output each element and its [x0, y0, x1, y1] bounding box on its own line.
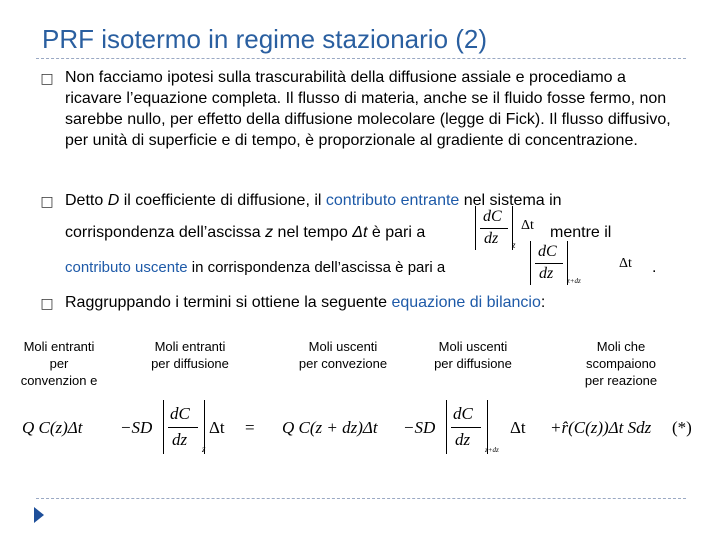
label-out-convection: Moli uscenti per convezione — [298, 339, 388, 371]
label-reaction: Moli che scompaiono per reazione — [584, 339, 658, 388]
paragraph-diffusion-line2: corrispondenza dell’ascissa z nel tempo Δt è pari a — [65, 224, 426, 241]
highlight-contributo-uscente: contributo uscente — [65, 259, 188, 276]
inline-formula-inflow: dC dz z Δt — [475, 206, 545, 252]
term-in-diffusion-prefix: −SD — [120, 418, 153, 437]
label-in-diffusion: Moli entranti per diffusione — [151, 339, 229, 371]
highlight-equazione-bilancio: equazione di bilancio — [391, 294, 541, 311]
inline-formula-outflow: dC dz z+dz Δt — [530, 241, 670, 287]
label-out-diffusion: Moli uscenti per diffusione — [434, 339, 512, 371]
paragraph-balance: Raggruppando i termini si ottiene la seguente equazione di bilancio: — [65, 294, 546, 311]
term-out-diffusion-prefix: −SD — [403, 418, 436, 437]
balance-equation: Q C(z)Δt −SD dC dz z Δt = Q C(z + dz)Δt −SD dC dz z+dz Δt +r̂(C(z))Δt Sdz (*) — [0, 396, 720, 466]
label-in-convection: Moli entranti per convenzion e — [20, 339, 98, 388]
paragraph-fick: Non facciamo ipotesi sulla trascurabilità della diffusione assiale e procediamo a ricavare l’equazione completa. Il flusso di materia, anche se il fluido fosse fermo, non sarebbe nullo, per effetto della diffusione molecolare (legge di Fick). Il flusso diffusivo, per unità di superficie e di tempo, è proporzionale al gradiente di concentrazione. — [65, 69, 671, 149]
paragraph-diffusion-line2-end: mentre il — [550, 224, 612, 241]
page-title: PRF isotermo in regime stazionario (2) — [42, 24, 488, 54]
checkbox-bullet-icon: □ — [40, 296, 54, 312]
checkbox-bullet-icon: □ — [40, 71, 54, 87]
term-reaction: +r̂(C(z))Δt Sdz — [550, 418, 652, 437]
term-in-convection: Q C(z)Δt — [22, 418, 83, 437]
paragraph-diffusion-line3: contributo uscente in corrispondenza dell’ascissa è pari a — [65, 259, 446, 276]
equals-sign: = — [245, 418, 255, 437]
bottom-divider — [36, 498, 686, 499]
term-out-convection: Q C(z + dz)Δt — [282, 418, 378, 437]
equation-tag: (*) — [672, 418, 692, 437]
paragraph-diffusion-line3-end: . — [652, 259, 657, 276]
next-slide-arrow-icon[interactable] — [34, 507, 44, 523]
symbol-D: D — [107, 192, 120, 209]
highlight-contributo-entrante: contributo entrante — [325, 192, 460, 209]
checkbox-bullet-icon: □ — [40, 194, 54, 210]
top-divider — [36, 58, 686, 59]
paragraph-diffusion-line1: Detto D il coefficiente di diffusione, il contributo entrante nel sistema in — [65, 192, 562, 209]
